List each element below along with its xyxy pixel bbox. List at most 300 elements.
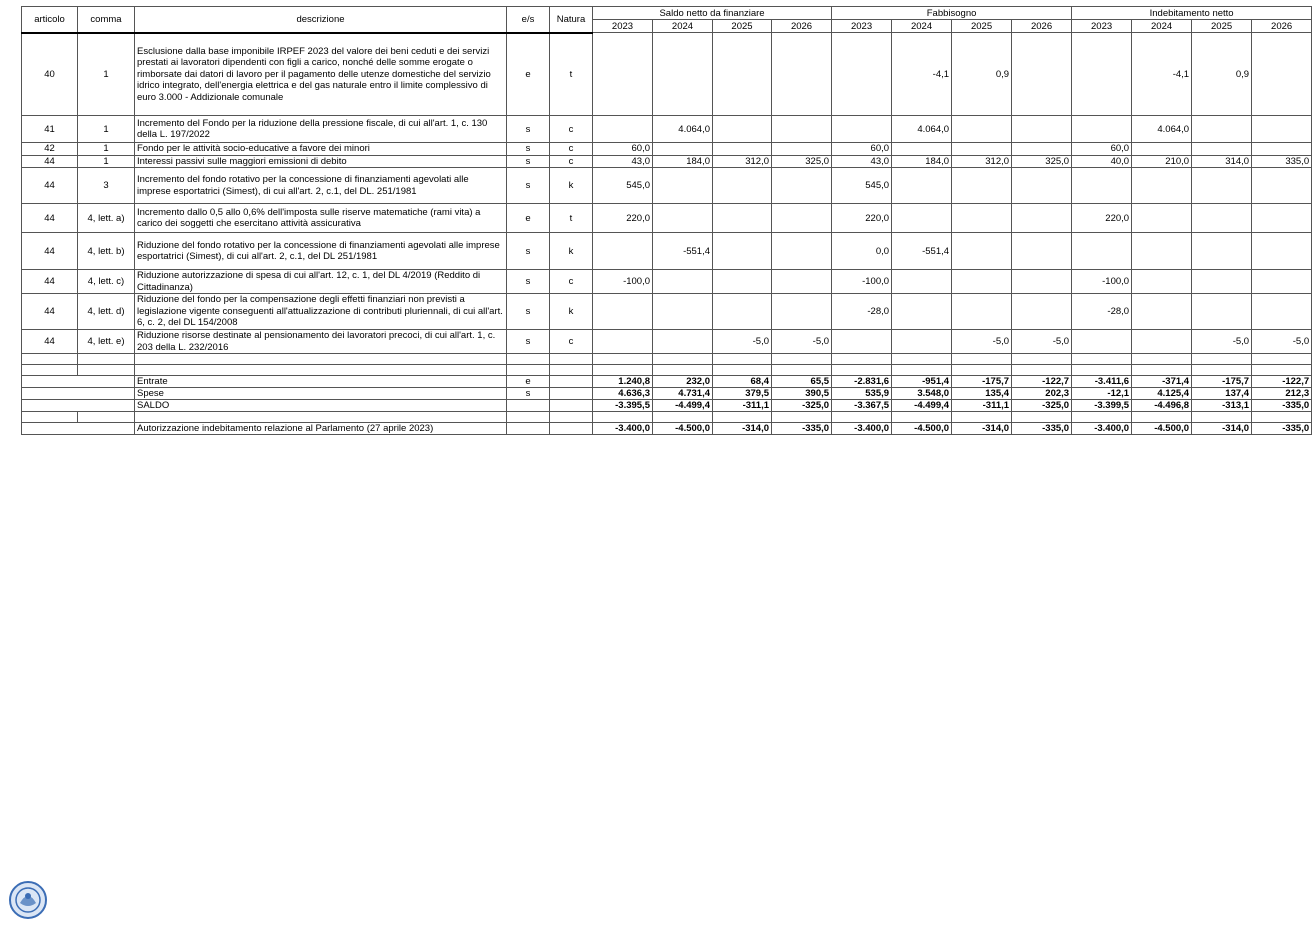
header-year: 2026 [772, 20, 832, 33]
cell-value [1072, 168, 1132, 204]
cell-value [1132, 270, 1192, 294]
total-value: 137,4 [1192, 388, 1252, 400]
cell-value [892, 270, 952, 294]
empty-cell [653, 365, 713, 376]
total-label: Entrate [135, 376, 507, 388]
header-descrizione: descrizione [135, 7, 507, 33]
cell-comma: 4, lett. d) [78, 294, 135, 330]
empty-cell [1252, 354, 1312, 365]
cell-value [713, 270, 772, 294]
cell-es: e [507, 376, 550, 388]
cell-comma: 4, lett. a) [78, 204, 135, 233]
cell-value [832, 116, 892, 143]
cell-value: 40,0 [1072, 155, 1132, 168]
cell-value [952, 294, 1012, 330]
total-row [22, 388, 1312, 400]
empty-cell [550, 423, 593, 435]
cell-value [713, 33, 772, 116]
cell-descrizione: Riduzione del fondo rotativo per la concessione di finanziamenti agevolati alle imprese esportatrici (Simest), di cui all'art. 2, c.1, del DL 251/1981 [135, 233, 507, 270]
cell-value [713, 204, 772, 233]
cell-descrizione: Incremento dallo 0,5 allo 0,6% dell'imposta sulle riserve matematiche (rami vita) a carico dei soggetti che esercitano attività assicurativa [135, 204, 507, 233]
header-group-saldo: Saldo netto da finanziare [593, 7, 832, 20]
empty-cell [22, 412, 78, 423]
cell-es: s [507, 233, 550, 270]
cell-value [593, 294, 653, 330]
empty-cell [713, 365, 772, 376]
table-row [22, 233, 1312, 270]
cell-value: 4.064,0 [892, 116, 952, 143]
cell-articolo: 44 [22, 155, 78, 168]
empty-cell [772, 354, 832, 365]
cell-es: s [507, 116, 550, 143]
table-row [22, 155, 1312, 168]
header-year: 2024 [892, 20, 952, 33]
cell-value: 312,0 [713, 155, 772, 168]
cell-value [772, 270, 832, 294]
empty-cell [713, 412, 772, 423]
empty-cell [772, 365, 832, 376]
cell-value: 312,0 [952, 155, 1012, 168]
total-value: -3.399,5 [1072, 400, 1132, 412]
cell-value: 545,0 [593, 168, 653, 204]
cell-natura: k [550, 294, 593, 330]
total-value: -951,4 [892, 376, 952, 388]
empty-cell [1132, 365, 1192, 376]
total-value: -325,0 [772, 400, 832, 412]
cell-value [832, 33, 892, 116]
empty-cell [78, 365, 135, 376]
cell-articolo: 42 [22, 143, 78, 156]
authorization-value: -3.400,0 [1072, 423, 1132, 435]
authorization-value: -4.500,0 [892, 423, 952, 435]
cell-value: 43,0 [832, 155, 892, 168]
header-comma: comma [78, 7, 135, 33]
cell-comma: 1 [78, 116, 135, 143]
header-year: 2025 [952, 20, 1012, 33]
cell-es: s [507, 270, 550, 294]
cell-value: -28,0 [1072, 294, 1132, 330]
empty-cell [550, 400, 593, 412]
total-value: 4.125,4 [1132, 388, 1192, 400]
cell-value [772, 233, 832, 270]
cell-value: 0,9 [1192, 33, 1252, 116]
cell-value [772, 143, 832, 156]
total-value: -3.411,6 [1072, 376, 1132, 388]
total-value: -2.831,6 [832, 376, 892, 388]
empty-cell [550, 412, 593, 423]
cell-natura: c [550, 143, 593, 156]
cell-value [952, 233, 1012, 270]
table-row [22, 294, 1312, 330]
cell-value [713, 233, 772, 270]
cell-value: -4,1 [1132, 33, 1192, 116]
empty-cell [1192, 365, 1252, 376]
total-value: 1.240,8 [593, 376, 653, 388]
cell-value [593, 233, 653, 270]
cell-value [1252, 168, 1312, 204]
empty-cell [1012, 412, 1072, 423]
empty-cell [1252, 365, 1312, 376]
spacer-row [22, 365, 1312, 376]
financial-effects-table [21, 6, 1312, 435]
cell-value [653, 204, 713, 233]
header-year: 2024 [653, 20, 713, 33]
cell-articolo: 44 [22, 204, 78, 233]
cell-articolo: 44 [22, 294, 78, 330]
cell-value [772, 168, 832, 204]
cell-value [892, 330, 952, 354]
total-label: Spese [135, 388, 507, 400]
total-value: -313,1 [1192, 400, 1252, 412]
cell-value [952, 143, 1012, 156]
cell-natura: k [550, 168, 593, 204]
empty-cell [78, 354, 135, 365]
empty-cell [22, 400, 135, 412]
empty-cell [22, 376, 135, 388]
empty-cell [1192, 412, 1252, 423]
cell-value [1192, 116, 1252, 143]
cell-es: s [507, 388, 550, 400]
total-value: -3.367,5 [832, 400, 892, 412]
empty-cell [892, 365, 952, 376]
empty-cell [507, 354, 550, 365]
cell-value [1072, 330, 1132, 354]
cell-value [713, 116, 772, 143]
cell-comma: 1 [78, 155, 135, 168]
cell-value [952, 204, 1012, 233]
spacer-row [22, 412, 1312, 423]
total-value: -175,7 [952, 376, 1012, 388]
cell-value [1252, 270, 1312, 294]
cell-natura: t [550, 204, 593, 233]
cell-comma: 4, lett. b) [78, 233, 135, 270]
header-year: 2024 [1132, 20, 1192, 33]
empty-cell [22, 365, 78, 376]
total-value: 535,9 [832, 388, 892, 400]
cell-value: 314,0 [1192, 155, 1252, 168]
cell-value [1252, 33, 1312, 116]
cell-value [772, 33, 832, 116]
cell-es: s [507, 294, 550, 330]
cell-value [1072, 33, 1132, 116]
header-natura: Natura [550, 7, 593, 33]
cell-value [653, 294, 713, 330]
cell-value [892, 168, 952, 204]
cell-value [952, 168, 1012, 204]
empty-cell [892, 412, 952, 423]
empty-cell [135, 365, 507, 376]
cell-natura: c [550, 155, 593, 168]
cell-value [593, 116, 653, 143]
cell-value: -5,0 [772, 330, 832, 354]
empty-cell [653, 412, 713, 423]
cell-articolo: 41 [22, 116, 78, 143]
cell-value [653, 143, 713, 156]
cell-value [892, 294, 952, 330]
cell-es: s [507, 330, 550, 354]
cell-value [1192, 204, 1252, 233]
total-row [22, 376, 1312, 388]
table-row [22, 116, 1312, 143]
cell-value [952, 116, 1012, 143]
empty-cell [593, 354, 653, 365]
header-es: e/s [507, 7, 550, 33]
total-label: SALDO [135, 400, 507, 412]
cell-value [1252, 204, 1312, 233]
authorization-value: -4.500,0 [1132, 423, 1192, 435]
empty-cell [550, 354, 593, 365]
empty-cell [1012, 354, 1072, 365]
cell-value: 184,0 [653, 155, 713, 168]
cell-descrizione: Riduzione del fondo per la compensazione degli effetti finanziari non previsti a legislazione vigente conseguenti all'attualizzazione di contributi pluriennali, di cui all'art. 6, c. 2, del DL 154/2008 [135, 294, 507, 330]
cell-articolo: 44 [22, 330, 78, 354]
total-value: 3.548,0 [892, 388, 952, 400]
empty-cell [507, 412, 550, 423]
empty-cell [892, 354, 952, 365]
cell-natura: t [550, 33, 593, 116]
empty-cell [1072, 412, 1132, 423]
cell-value [593, 33, 653, 116]
cell-value [892, 143, 952, 156]
cell-value [832, 330, 892, 354]
empty-cell [832, 412, 892, 423]
cell-value [653, 33, 713, 116]
total-value: -3.395,5 [593, 400, 653, 412]
empty-cell [1132, 354, 1192, 365]
cell-value: 325,0 [1012, 155, 1072, 168]
total-value: 65,5 [772, 376, 832, 388]
cell-value [1252, 233, 1312, 270]
total-value: -371,4 [1132, 376, 1192, 388]
cell-value: 43,0 [593, 155, 653, 168]
header-year: 2026 [1252, 20, 1312, 33]
cell-value [593, 330, 653, 354]
cell-value [1012, 33, 1072, 116]
header-group-fabbisogno: Fabbisogno [832, 7, 1072, 20]
cell-value: -100,0 [593, 270, 653, 294]
cell-es: e [507, 204, 550, 233]
cell-comma: 1 [78, 143, 135, 156]
header-year: 2026 [1012, 20, 1072, 33]
total-value: -4.499,4 [892, 400, 952, 412]
cell-value [653, 270, 713, 294]
cell-descrizione: Riduzione autorizzazione di spesa di cui all'art. 12, c. 1, del DL 4/2019 (Reddito di Cittadinanza) [135, 270, 507, 294]
header-articolo: articolo [22, 7, 78, 33]
cell-value [1252, 294, 1312, 330]
empty-cell [550, 365, 593, 376]
empty-cell [507, 365, 550, 376]
cell-value [952, 270, 1012, 294]
empty-cell [593, 412, 653, 423]
cell-value [713, 294, 772, 330]
cell-value: 0,9 [952, 33, 1012, 116]
cell-value [1192, 233, 1252, 270]
cell-comma: 1 [78, 33, 135, 116]
cell-descrizione: Interessi passivi sulle maggiori emissioni di debito [135, 155, 507, 168]
empty-cell [78, 412, 135, 423]
cell-natura: c [550, 270, 593, 294]
empty-cell [22, 423, 135, 435]
table-row [22, 33, 1312, 116]
cell-value [1192, 143, 1252, 156]
authorization-value: -335,0 [1012, 423, 1072, 435]
cell-value: -551,4 [653, 233, 713, 270]
header-year: 2025 [1192, 20, 1252, 33]
cell-value: -4,1 [892, 33, 952, 116]
authorization-value: -314,0 [1192, 423, 1252, 435]
cell-value [1012, 143, 1072, 156]
cell-value [713, 168, 772, 204]
header-year: 2023 [832, 20, 892, 33]
cell-value [772, 204, 832, 233]
cell-value [772, 116, 832, 143]
empty-cell [653, 354, 713, 365]
cell-articolo: 40 [22, 33, 78, 116]
total-value: 202,3 [1012, 388, 1072, 400]
cell-es: s [507, 155, 550, 168]
spacer-row [22, 354, 1312, 365]
total-value: -311,1 [713, 400, 772, 412]
cell-natura: c [550, 116, 593, 143]
cell-value: 4.064,0 [1132, 116, 1192, 143]
total-value: 135,4 [952, 388, 1012, 400]
empty-cell [507, 423, 550, 435]
empty-cell [550, 376, 593, 388]
empty-cell [22, 388, 135, 400]
cell-natura: c [550, 330, 593, 354]
table-row [22, 330, 1312, 354]
total-value: -335,0 [1252, 400, 1312, 412]
cell-value: -5,0 [952, 330, 1012, 354]
empty-cell [593, 365, 653, 376]
cell-value [1192, 168, 1252, 204]
cell-descrizione: Incremento del fondo rotativo per la concessione di finanziamenti agevolati alle imprese esportatrici (Simest), di cui all'art. 2, c.1, del DL. 251/1981 [135, 168, 507, 204]
empty-cell [772, 412, 832, 423]
authorization-value: -3.400,0 [593, 423, 653, 435]
cell-value: -5,0 [713, 330, 772, 354]
authorization-value: -335,0 [772, 423, 832, 435]
cell-value: -100,0 [832, 270, 892, 294]
header-year: 2023 [593, 20, 653, 33]
cell-value: 60,0 [593, 143, 653, 156]
cell-value: -551,4 [892, 233, 952, 270]
empty-cell [713, 354, 772, 365]
cell-value: -28,0 [832, 294, 892, 330]
cell-value [1192, 294, 1252, 330]
authorization-value: -3.400,0 [832, 423, 892, 435]
cell-value [1072, 233, 1132, 270]
cell-articolo: 44 [22, 270, 78, 294]
cell-es: s [507, 143, 550, 156]
cell-descrizione: Fondo per le attività socio-educative a favore dei minori [135, 143, 507, 156]
cell-articolo: 44 [22, 168, 78, 204]
authorization-value: -4.500,0 [653, 423, 713, 435]
cell-value: 545,0 [832, 168, 892, 204]
cell-value: -5,0 [1192, 330, 1252, 354]
total-value: 4.731,4 [653, 388, 713, 400]
total-value: 232,0 [653, 376, 713, 388]
cell-value: 60,0 [1072, 143, 1132, 156]
cell-value: 220,0 [832, 204, 892, 233]
cell-value [1012, 116, 1072, 143]
empty-cell [1192, 354, 1252, 365]
cell-value [713, 143, 772, 156]
total-value: 4.636,3 [593, 388, 653, 400]
authorization-value: -314,0 [952, 423, 1012, 435]
cell-value [1012, 204, 1072, 233]
authorization-value: -314,0 [713, 423, 772, 435]
cell-value [1012, 270, 1072, 294]
total-value: -311,1 [952, 400, 1012, 412]
cell-value [1132, 330, 1192, 354]
total-value: -4.496,8 [1132, 400, 1192, 412]
cell-value: 325,0 [772, 155, 832, 168]
empty-cell [135, 354, 507, 365]
cell-value [1252, 143, 1312, 156]
authorization-value: -335,0 [1252, 423, 1312, 435]
header-group-indebitamento: Indebitamento netto [1072, 7, 1312, 20]
cell-es: e [507, 33, 550, 116]
empty-cell [952, 412, 1012, 423]
empty-cell [1072, 365, 1132, 376]
cell-value: -5,0 [1252, 330, 1312, 354]
empty-cell [550, 388, 593, 400]
total-value: 379,5 [713, 388, 772, 400]
empty-cell [1072, 354, 1132, 365]
cell-value [772, 294, 832, 330]
institution-seal-icon [8, 879, 48, 921]
cell-value: 60,0 [832, 143, 892, 156]
cell-value [1012, 168, 1072, 204]
cell-value: 220,0 [1072, 204, 1132, 233]
cell-value: -100,0 [1072, 270, 1132, 294]
cell-value: 335,0 [1252, 155, 1312, 168]
authorization-label: Autorizzazione indebitamento relazione al Parlamento (27 aprile 2023) [135, 423, 507, 435]
cell-es [507, 400, 550, 412]
total-value: -122,7 [1252, 376, 1312, 388]
empty-cell [135, 412, 507, 423]
table-row [22, 168, 1312, 204]
cell-value: 0,0 [832, 233, 892, 270]
cell-value: 220,0 [593, 204, 653, 233]
authorization-row [22, 423, 1312, 435]
total-value: -12,1 [1072, 388, 1132, 400]
cell-value [1012, 233, 1072, 270]
cell-value [1132, 204, 1192, 233]
total-value: -175,7 [1192, 376, 1252, 388]
total-value: -325,0 [1012, 400, 1072, 412]
empty-cell [22, 354, 78, 365]
table-row [22, 143, 1312, 156]
cell-value [1072, 116, 1132, 143]
cell-value [653, 168, 713, 204]
empty-cell [952, 365, 1012, 376]
header-year: 2025 [713, 20, 772, 33]
cell-comma: 3 [78, 168, 135, 204]
total-value: 212,3 [1252, 388, 1312, 400]
cell-value: 184,0 [892, 155, 952, 168]
cell-es: s [507, 168, 550, 204]
table-row [22, 270, 1312, 294]
cell-comma: 4, lett. e) [78, 330, 135, 354]
cell-value [653, 330, 713, 354]
cell-comma: 4, lett. c) [78, 270, 135, 294]
total-value: 68,4 [713, 376, 772, 388]
cell-descrizione: Riduzione risorse destinate al pensionamento dei lavoratori precoci, di cui all'art. 1, c. 203 della L. 232/2016 [135, 330, 507, 354]
cell-value [1132, 168, 1192, 204]
cell-value [1132, 294, 1192, 330]
cell-value [1192, 270, 1252, 294]
